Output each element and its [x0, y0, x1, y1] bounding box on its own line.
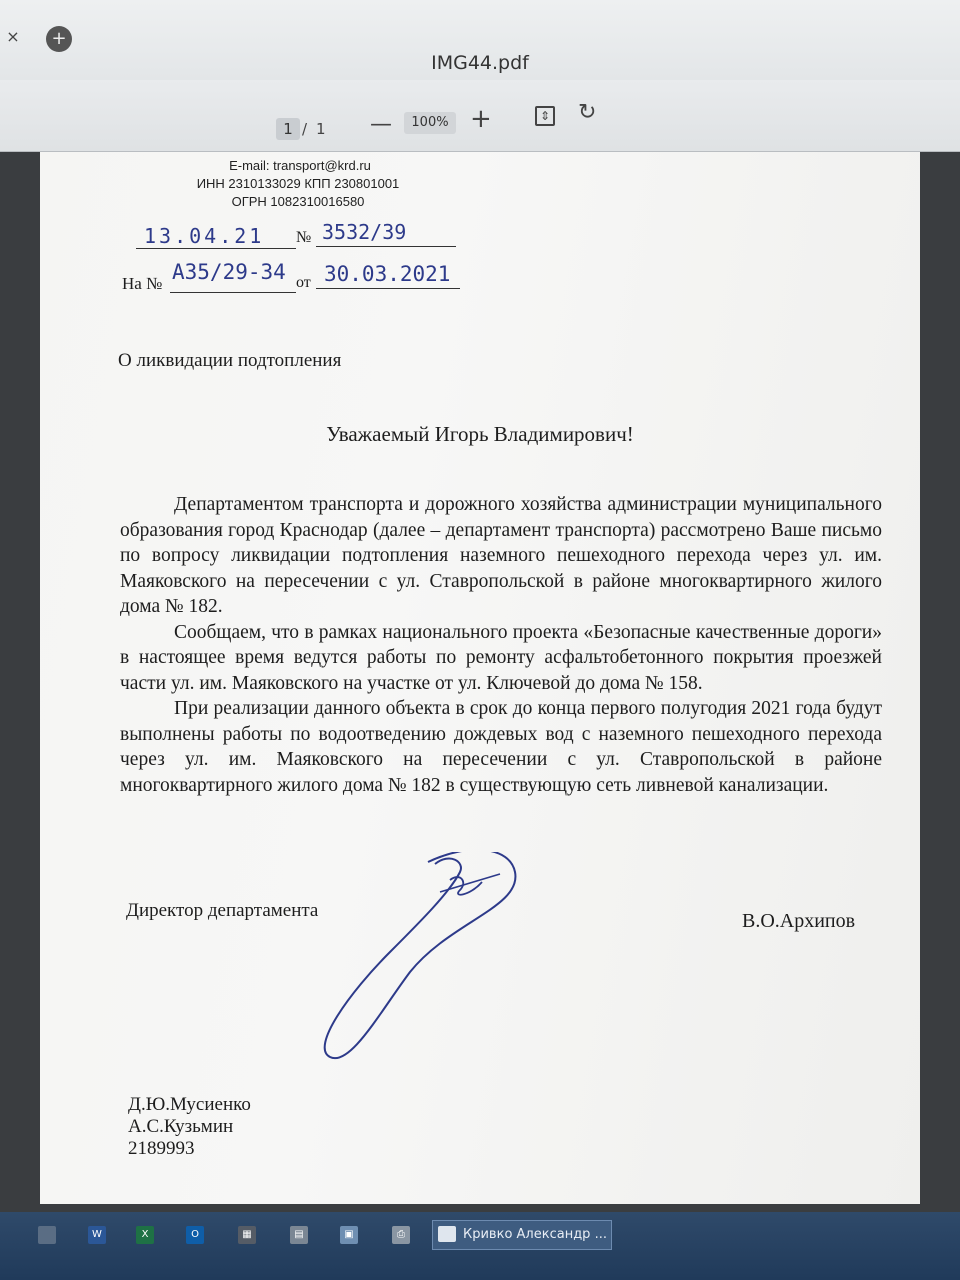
executor-phone: 2189993 — [128, 1138, 195, 1159]
registration-date: 13.04.21 — [144, 224, 265, 248]
body-paragraph: При реализации данного объекта в срок до конца первого полугодия 2021 года будут выполнены работы по водоотведению дождевых вод с наземного пешеходного перехода через ул. им. Маяковского на пересечении с ул. Ставропольской в районе многоквартирного жилого дома № 182 в существующую сеть ливневой канализации. — [120, 698, 882, 796]
taskbar-active-window[interactable]: Кривко Александр ... — [432, 1220, 612, 1250]
registration-number: 3532/39 — [322, 220, 407, 244]
page-separator: / — [302, 120, 308, 138]
executor-name: А.С.Кузьмин — [128, 1116, 234, 1137]
registration-number-label: № — [296, 229, 312, 246]
body-paragraph: Сообщаем, что в рамках национального проекта «Безопасные качественные дороги» в настоящее время ведутся работы по ремонту асфальтобетонного покрытия проезжей части ул. им. Маяковского на участке от ул. Ключевой до дома № 158. — [120, 621, 882, 694]
letter-greeting: Уважаемый Игорь Владимирович! — [326, 422, 634, 446]
reference-date: 30.03.2021 — [324, 262, 451, 286]
divider — [316, 288, 460, 289]
reference-number: А35/29-34 — [172, 260, 286, 284]
excel-icon[interactable]: X — [136, 1226, 154, 1244]
zoom-level-input[interactable]: 100% — [404, 112, 456, 134]
outlook-icon[interactable]: O — [186, 1226, 204, 1244]
signature — [310, 852, 530, 1072]
executors — [128, 1094, 251, 1160]
document-title: IMG44.pdf — [431, 52, 529, 74]
signatory-name: В.О.Архипов — [742, 910, 856, 932]
rotate-icon[interactable]: ↻ — [578, 100, 597, 125]
document-page — [40, 152, 920, 1204]
notepad-icon[interactable]: ▤ — [290, 1226, 308, 1244]
calculator-icon[interactable]: ▦ — [238, 1226, 256, 1244]
header-ogrn: ОГРН 1082310016580 — [231, 194, 365, 209]
reference-from-label: от — [296, 274, 311, 291]
zoom-in-button[interactable]: + — [470, 104, 492, 134]
tab-bar — [0, 0, 960, 80]
app-icon[interactable] — [38, 1226, 56, 1244]
photos-icon[interactable]: ▣ — [340, 1226, 358, 1244]
header-email: E-mail: transport@krd.ru — [229, 158, 371, 173]
reference-label: На № — [122, 274, 163, 293]
zoom-out-button[interactable]: — — [370, 112, 392, 137]
header-inn-kpp: ИНН 2310133029 КПП 230801001 — [196, 176, 400, 191]
divider — [170, 292, 296, 293]
letter-body — [120, 492, 882, 798]
letter-subject: О ликвидации подтопления — [118, 350, 342, 371]
page-number-input[interactable]: 1 — [276, 118, 300, 140]
fit-page-icon[interactable]: ⇕ — [535, 106, 555, 126]
printer-icon[interactable]: ⎙ — [392, 1226, 410, 1244]
taskbar — [0, 1212, 960, 1280]
new-tab-button[interactable]: + — [46, 26, 72, 52]
body-paragraph: Департаментом транспорта и дорожного хозяйства администрации муниципального образования город Краснодар (далее – департамент транспорта) рассмотрено Ваше письмо по вопросу ликвидации подтопления наземного пешеходного перехода через ул. им. Маяковского на пересечении с ул. Ставропольской в районе многоквартирного жилого дома № 182. — [120, 494, 882, 617]
executor-name: Д.Ю.Мусиенко — [128, 1094, 251, 1115]
divider — [136, 248, 296, 249]
word-icon[interactable]: W — [88, 1226, 106, 1244]
page-count: 1 — [316, 120, 326, 138]
window-icon — [438, 1226, 456, 1242]
close-icon[interactable]: × — [6, 27, 20, 46]
signatory-title: Директор департамента — [126, 900, 319, 921]
divider — [316, 246, 456, 247]
pdf-toolbar — [0, 80, 960, 152]
